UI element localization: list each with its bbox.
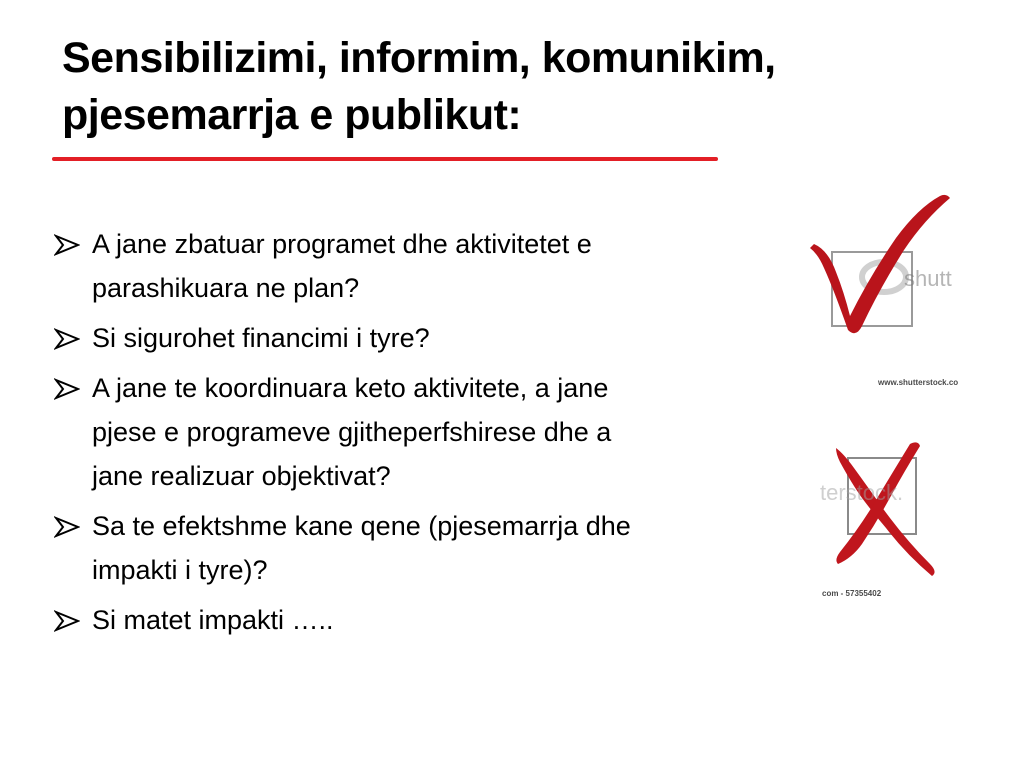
slide-title-line: Sensibilizimi, informim, komunikim,	[62, 34, 776, 82]
arrowhead-bullet-icon	[54, 234, 80, 256]
bullet-text-line: Si sigurohet financimi i tyre?	[92, 323, 430, 353]
arrowhead-bullet-icon	[54, 328, 80, 350]
watermark-url: www.shutterstock.co	[878, 378, 959, 387]
bullet-item	[54, 316, 774, 360]
bullet-item	[54, 366, 774, 498]
stock-images-panel	[800, 180, 960, 610]
bullet-text-line: parashikuara ne plan?	[92, 273, 360, 303]
bullet-text-line: pjese e programeve gjitheperfshirese dhe a	[92, 417, 612, 447]
check-mark-image	[800, 180, 960, 395]
bullet-text-line: A jane te koordinuara keto aktivitete, a jane	[92, 373, 609, 403]
bullet-item	[54, 504, 774, 592]
arrowhead-bullet-icon	[54, 516, 80, 538]
bullet-text-line: jane realizuar objektivat?	[92, 461, 391, 491]
bullet-item	[54, 598, 774, 642]
title-underline	[52, 157, 718, 161]
arrowhead-bullet-icon	[54, 610, 80, 632]
slide-title-line: pjesemarrja e publikut:	[62, 91, 522, 139]
slide-title	[62, 30, 962, 144]
cross-mark-image	[800, 428, 960, 610]
bullet-text-line: Sa te efektshme kane qene (pjesemarrja dhe	[92, 511, 631, 541]
watermark-id: com - 57355402	[822, 589, 882, 598]
bullet-list	[54, 222, 774, 648]
bullet-item	[54, 222, 774, 310]
watermark-brand: terstock.	[820, 480, 904, 505]
watermark-brand: shutt	[904, 266, 952, 291]
bullet-text-line: A jane zbatuar programet dhe aktivitetet e	[92, 229, 592, 259]
bullet-text-line: impakti i tyre)?	[92, 555, 268, 585]
arrowhead-bullet-icon	[54, 378, 80, 400]
red-cross-mark-icon	[800, 428, 960, 610]
bullet-text-line: Si matet impakti …..	[92, 605, 334, 635]
